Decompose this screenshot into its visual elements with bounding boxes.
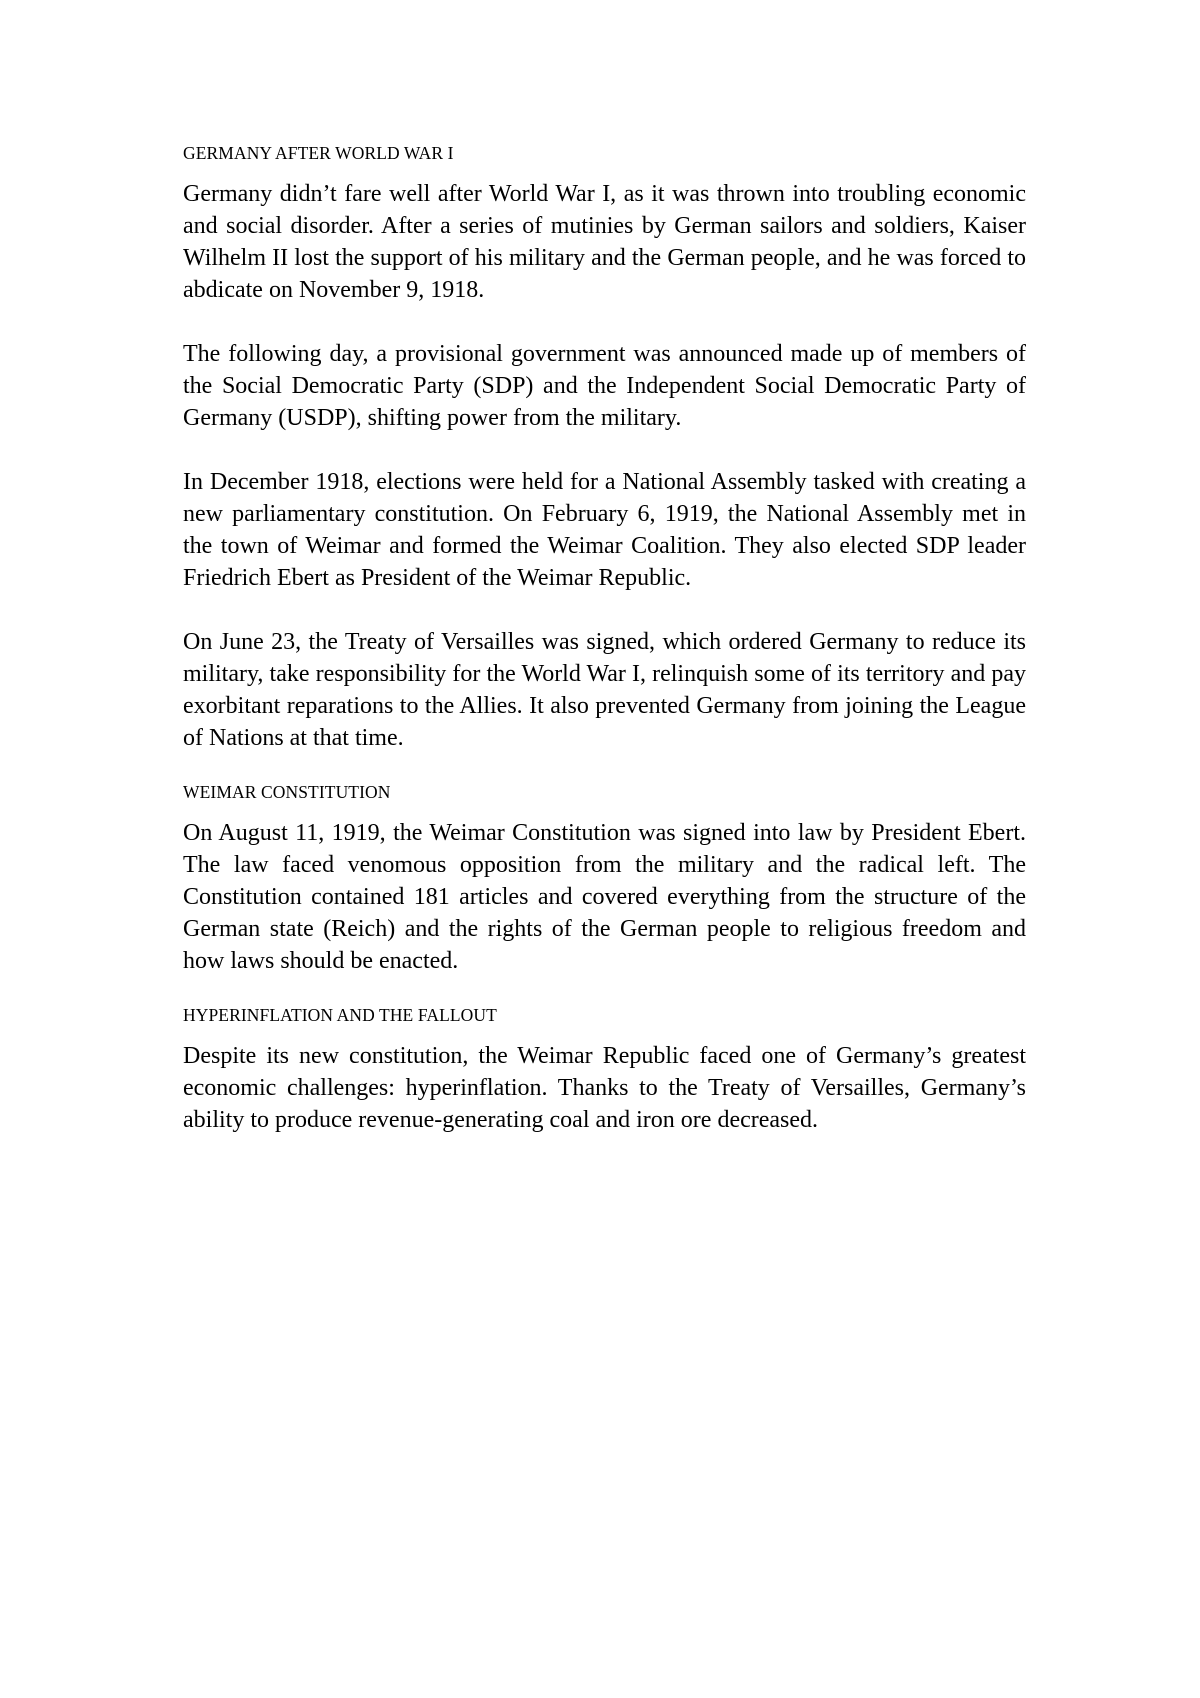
document-page (183, 142, 1026, 1136)
paragraph-treaty-of-versailles: On June 23, the Treaty of Versailles was signed, which ordered Germany to reduce its military, take responsibility for the World War I, relinquish some of its territory and pay exorbitant reparations to the Allies. It also prevented Germany from joining the League of Nations at that time. (183, 629, 1026, 751)
paragraph-kaiser-abdication: Germany didn’t fare well after World War I, as it was thrown into troubling economic and social disorder. After a series of mutinies by German sailors and soldiers, Kaiser Wilhelm II lost the support of his military and the German people, and he was forced to abdicate on November 9, 1918. (183, 181, 1026, 303)
section-heading-germany-after-ww1: GERMANY AFTER WORLD WAR I (183, 143, 454, 163)
paragraph-weimar-constitution: On August 11, 1919, the Weimar Constitution was signed into law by President Ebert. The law faced venomous opposition from the military and the radical left. The Constitution contained 181 articles and covered everything from the structure of the German state (Reich) and the rights of the German people to religious freedom and how laws should be enacted. (183, 820, 1026, 974)
paragraph-national-assembly: In December 1918, elections were held for a National Assembly tasked with creating a new parliamentary constitution. On February 6, 1919, the National Assembly met in the town of Weimar and formed the Weimar Coalition. They also elected SDP leader Friedrich Ebert as President of the Weimar Republic. (183, 469, 1026, 591)
paragraph-hyperinflation: Despite its new constitution, the Weimar Republic faced one of Germany’s greatest economic challenges: hyperinflation. Thanks to the Treaty of Versailles, Germany’s ability to produce revenue-generating coal and iron ore decreased. (183, 1043, 1026, 1133)
section-heading-hyperinflation: HYPERINFLATION AND THE FALLOUT (183, 1005, 497, 1025)
section-heading-weimar-constitution: WEIMAR CONSTITUTION (183, 782, 391, 802)
paragraph-provisional-government: The following day, a provisional government was announced made up of members of the Social Democratic Party (SDP) and the Independent Social Democratic Party of Germany (USDP), shifting power from the military. (183, 341, 1026, 431)
